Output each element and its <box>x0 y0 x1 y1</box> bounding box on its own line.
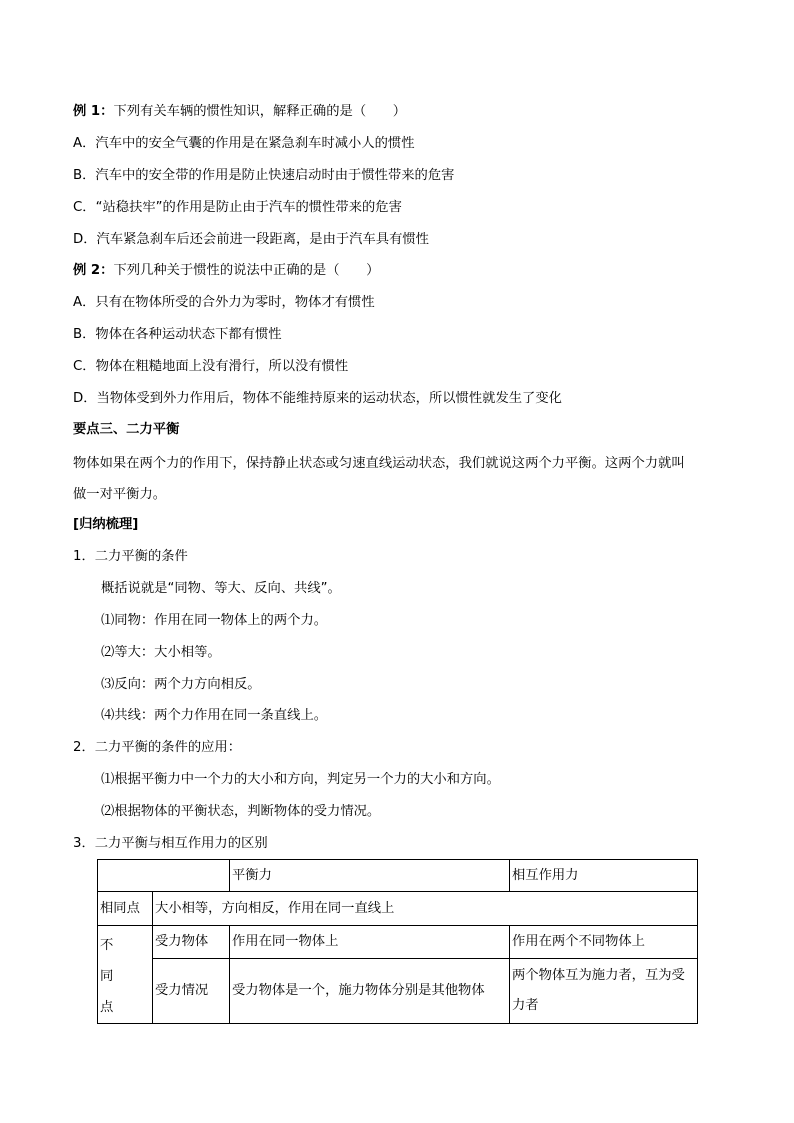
item1-point-1: ⑴同物：作用在同一物体上的两个力。 <box>101 613 328 628</box>
definition-line-2: 做一对平衡力。 <box>73 487 167 502</box>
header-cell-interaction: 相互作用力 <box>510 860 698 892</box>
table-row <box>98 926 698 959</box>
item1-title: 1．二力平衡的条件 <box>73 549 188 564</box>
example1-option-d: D．汽车紧急刹车后还会前进一段距离，是由于汽车具有惯性 <box>73 232 429 247</box>
header-cell-empty <box>98 860 230 892</box>
aspect-cell: 受力情况 <box>153 958 230 1023</box>
example2-option-d: D．当物体受到外力作用后，物体不能维持原来的运动状态，所以惯性就发生了变化 <box>73 391 562 406</box>
diff-label-char: 点 <box>100 1000 114 1015</box>
balance-cell: 作用在同一物体上 <box>230 926 510 959</box>
item1-point-3: ⑶反向：两个力方向相反。 <box>101 677 261 692</box>
item2-title: 2．二力平衡的条件的应用： <box>73 740 242 755</box>
example1-label: 例 1： <box>73 104 114 119</box>
aspect-cell: 受力物体 <box>153 926 230 959</box>
item1-summary: 概括说就是“同物、等大、反向、共线”。 <box>101 581 341 596</box>
section-heading: 要点三、二力平衡 <box>73 422 180 437</box>
example2-question <box>73 262 379 280</box>
same-value-cell: 大小相等，方向相反，作用在同一直线上 <box>153 892 698 926</box>
diff-label-char: 不 <box>100 938 114 953</box>
example1-option-a: A．汽车中的安全气囊的作用是在紧急刹车时减小人的惯性 <box>73 136 415 151</box>
balance-cell: 受力物体是一个，施力物体分别是其他物体 <box>230 958 510 1023</box>
example2-text: 下列几种关于惯性的说法中正确的是（ ） <box>113 263 380 278</box>
example1-option-c: C．“站稳扶牢”的作用是防止由于汽车的惯性带来的危害 <box>73 200 402 215</box>
diff-label-cell <box>98 926 153 1024</box>
example2-option-a: A．只有在物体所受的合外力为零时，物体才有惯性 <box>73 295 375 310</box>
same-label-cell: 相同点 <box>98 892 153 926</box>
example2-option-b: B．物体在各种运动状态下都有惯性 <box>73 327 282 342</box>
summary-label: [归纳梳理] <box>73 517 139 532</box>
example2-label: 例 2： <box>73 263 114 278</box>
example1-text: 下列有关车辆的惯性知识，解释正确的是（ ） <box>113 104 407 119</box>
header-cell-balance: 平衡力 <box>230 860 510 892</box>
definition-line-1: 物体如果在两个力的作用下，保持静止状态或匀速直线运动状态，我们就说这两个力平衡。这两个力就叫 <box>73 456 685 471</box>
item1-point-4: ⑷共线：两个力作用在同一条直线上。 <box>101 708 328 723</box>
comparison-table <box>97 859 698 1024</box>
item3-title: 3．二力平衡与相互作用力的区别 <box>73 836 268 851</box>
example2-option-c: C．物体在粗糙地面上没有滑行，所以没有惯性 <box>73 359 349 374</box>
example1-question <box>73 103 406 121</box>
interaction-cell: 两个物体互为施力者，互为受力者 <box>510 958 698 1023</box>
item2-point-1: ⑴根据平衡力中一个力的大小和方向，判定另一个力的大小和方向。 <box>101 772 500 787</box>
item1-point-2: ⑵等大：大小相等。 <box>101 645 221 660</box>
table-row-same <box>98 892 698 926</box>
interaction-cell: 作用在两个不同物体上 <box>510 926 698 959</box>
item2-point-2: ⑵根据物体的平衡状态，判断物体的受力情况。 <box>101 804 381 819</box>
example1-option-b: B．汽车中的安全带的作用是防止快速启动时由于惯性带来的危害 <box>73 168 455 183</box>
table-header-row <box>98 860 698 892</box>
table-row <box>98 958 698 1023</box>
diff-label-char: 同 <box>100 969 114 984</box>
